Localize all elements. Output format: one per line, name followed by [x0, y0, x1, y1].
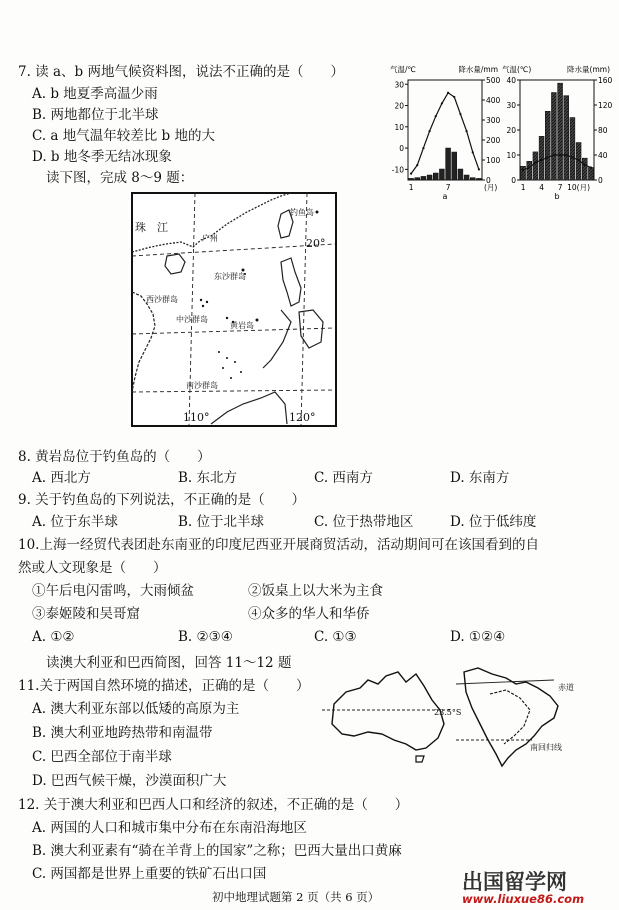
q10-item-3: ③泰姬陵和吴哥窟: [32, 606, 140, 622]
q10-option-a: A. ①②: [32, 629, 75, 645]
q8-option-b: B. 东北方: [178, 470, 238, 486]
page-footer: 初中地理试题第 2 页（共 6 页）: [212, 890, 380, 904]
chart-a-precip-tick-label: 500: [486, 76, 501, 85]
q7-option-a: A. b 地夏季高温少雨: [32, 86, 158, 102]
q10-option-c: C. ①③: [314, 629, 357, 645]
chart-b-temp-tick-label: 40: [506, 76, 516, 85]
chart-a-precip-bar-m7: [446, 148, 451, 180]
q10-item-2: ②饭桌上以大米为主食: [248, 583, 383, 599]
chart-a-temp-point-m1: [410, 173, 412, 175]
chart-b-temp-point-m9: [571, 156, 573, 158]
map-label-guangzhou: 广州: [202, 234, 218, 243]
chart-a-temp-point-m3: [422, 147, 424, 149]
q11-stem: 11.关于两国自然环境的描述，正确的是（ ）: [18, 678, 310, 694]
q8-9-instruction: 读下图，完成 8～9 题：: [46, 170, 194, 186]
chart-a-precip-tick-label: 300: [486, 116, 501, 125]
chart-b-temp-tick-label: 30: [506, 101, 516, 110]
chart-b-precip-tick-label: 160: [598, 76, 613, 85]
map-label-dongsha: 东沙群岛: [214, 272, 246, 281]
chart-b-month-tick-label: 10(月): [567, 183, 591, 192]
chart-b-precip-tick-label: 0: [598, 176, 603, 185]
chart-b-temp-tick-label: 20: [506, 126, 516, 135]
q7-option-b: B. 两地都位于北半球: [32, 107, 159, 123]
q10-item-4: ④众多的华人和华侨: [248, 606, 370, 622]
chart-b-precip-tick-label: 120: [598, 101, 613, 110]
chart-a-precip-axis-title: 降水量/mm: [458, 65, 498, 74]
chart-a-temp-tick-label: -10: [391, 165, 404, 175]
chart-a-precip-tick-label: 200: [486, 136, 501, 145]
chart-a-temp-point-m6: [441, 102, 443, 104]
chart-b-precip-bar-m12: [588, 168, 593, 181]
chart-a-precip-bar-m3: [421, 176, 426, 180]
chart-b-precip-axis-title: 降水量(mm): [567, 65, 610, 74]
chart-a-temp-point-m2: [416, 164, 418, 166]
q11-option-b: B. 澳大利亚地跨热带和南温带: [32, 725, 213, 741]
q9-option-b: B. 位于北半球: [178, 514, 265, 530]
q7-option-d: D. b 地冬季无结冰现象: [32, 149, 172, 165]
chart-b-month-tick-label: 7: [557, 183, 563, 192]
chart-a-precip-bar-m6: [439, 169, 444, 180]
chart-b-precip-bar-m6: [551, 93, 556, 181]
climate-chart-b: [500, 62, 613, 202]
chart-b-precip-tick-label: 80: [598, 126, 608, 135]
chart-b-temp-point-m1: [522, 169, 524, 171]
q12-option-b: B. 澳大利亚素有“骑在羊背上的国家”之称；巴西大量出口黄麻: [32, 843, 402, 859]
chart-b-precip-tick-label: 40: [598, 151, 608, 160]
chart-a-precip-tick-label: 400: [486, 96, 501, 105]
q8-option-c: C. 西南方: [314, 470, 373, 486]
chart-b-temp-tick-label: 0: [511, 176, 516, 185]
map-label-diaoyu: 钓鱼岛: [290, 208, 314, 217]
chart-a-month-tick-label: 7: [445, 183, 451, 192]
chart-a-temp-point-m9: [459, 113, 461, 115]
chart-b-temp-point-m4: [540, 159, 542, 161]
chart-a-temp-tick-label: 10: [394, 122, 404, 132]
q8-option-d: D. 东南方: [450, 470, 510, 486]
chart-a-precip-bar-m5: [433, 173, 438, 180]
chart-b-precip-bar-m2: [527, 161, 532, 180]
chart-a-temp-tick-label: 0: [399, 144, 404, 154]
chart-a-precip-bar-m11: [470, 178, 475, 180]
map-label-tropic-capricorn: 南回归线: [530, 743, 562, 752]
map-label-pearl-river: 珠 江: [135, 221, 168, 234]
watermark-url: www.liuxue86.com: [462, 892, 585, 906]
chart-a-temp-tick-label: 30: [394, 80, 404, 90]
chart-a-precip-bar-m2: [415, 178, 420, 180]
q7-stem: 7. 读 a、b 两地气候资料图，说法不正确的是（ ）: [18, 64, 344, 80]
chart-b-temp-point-m2: [528, 166, 530, 168]
chart-a-temp-tick-label: 20: [394, 101, 404, 111]
map-label-equator: 赤道: [558, 683, 574, 692]
map-label-xisha: 西沙群岛: [146, 295, 178, 304]
chart-a-precip-bar-m8: [452, 152, 457, 180]
chart-b-temp-tick-label: 10: [506, 151, 516, 160]
q7-option-c: C. a 地气温年较差比 b 地的大: [32, 128, 215, 144]
chart-a-temp-point-m7: [447, 92, 449, 94]
watermark-site-name: 出国留学网: [462, 870, 567, 894]
chart-a-month-tick-label: 1: [408, 183, 414, 192]
chart-b-precip-bar-m8: [564, 96, 569, 180]
q9-option-c: C. 位于热带地区: [314, 514, 414, 530]
q11-option-d: D. 巴西气候干燥，沙漠面积广大: [32, 773, 227, 789]
chart-b-temp-axis-title: 气温(℃): [502, 65, 532, 74]
chart-b-temp-point-m10: [577, 159, 579, 161]
q11-12-instruction: 读澳大利亚和巴西简图，回答 11～12 题: [46, 655, 292, 671]
chart-a-precip-bar-m4: [427, 175, 432, 180]
chart-a-month-unit: (月): [484, 183, 498, 192]
q8-option-a: A. 西北方: [32, 470, 91, 486]
chart-b-temp-point-m3: [534, 161, 536, 163]
chart-b-caption: b: [554, 192, 560, 201]
map-label-lon120: 120°: [289, 411, 316, 424]
chart-b-precip-bar-m7: [558, 83, 563, 180]
chart-b-temp-point-m12: [590, 166, 592, 168]
map-label-23-5s: 23.5°S: [434, 708, 462, 717]
q10-option-b: B. ②③④: [178, 629, 233, 645]
chart-b-precip-bar-m3: [533, 152, 538, 180]
chart-a-precip-bar-m10: [464, 175, 469, 180]
chart-b-temp-point-m8: [565, 154, 567, 156]
climate-chart-a: [388, 62, 501, 202]
q11-option-a: A. 澳大利亚东部以低矮的高原为主: [32, 701, 240, 717]
q11-option-c: C. 巴西全部位于南半球: [32, 749, 172, 765]
chart-a-precip-bar-m12: [476, 178, 481, 180]
chart-b-precip-bar-m5: [545, 111, 550, 180]
q10-item-1: ①午后电闪雷鸣，大雨倾盆: [32, 583, 194, 599]
q10-option-d: D. ①②④: [450, 629, 506, 645]
chart-a-precip-tick-label: 0: [486, 176, 491, 185]
q12-stem: 12. 关于澳大利亚和巴西人口和经济的叙述，不正确的是（ ）: [18, 797, 409, 813]
map-label-lon110: 110°: [183, 411, 210, 424]
chart-a-temp-point-m10: [465, 130, 467, 132]
chart-a-precip-tick-label: 100: [486, 156, 501, 165]
chart-a-temp-point-m12: [478, 168, 480, 170]
chart-b-temp-point-m11: [584, 164, 586, 166]
chart-a-temp-point-m4: [428, 130, 430, 132]
map-label-zhongsha: 中沙群岛: [176, 315, 208, 324]
chart-b-month-tick-label: 1: [520, 183, 526, 192]
chart-b-temp-point-m5: [547, 156, 549, 158]
q12-option-a: A. 两国的人口和城市集中分布在东南沿海地区: [32, 820, 307, 836]
map-label-huangyan: 黄岩岛: [230, 321, 254, 330]
q10-stem-line2: 然或人文现象是（ ）: [18, 560, 167, 576]
chart-b-temp-point-m7: [559, 154, 561, 156]
chart-b-temp-point-m6: [553, 154, 555, 156]
chart-b-precip-bar-m9: [570, 118, 575, 181]
chart-a-precip-bar-m1: [409, 178, 414, 180]
map-label-nansha: 南沙群岛: [186, 381, 218, 390]
chart-a-temp-point-m8: [453, 96, 455, 98]
chart-a-temp-point-m5: [435, 115, 437, 117]
chart-a-temp-line: [411, 93, 479, 174]
chart-a-temp-axis-title: 气温/℃: [390, 65, 416, 74]
q10-stem-line1: 10.上海一经贸代表团赴东南亚的印度尼西亚开展商贸活动，活动期间可在该国看到的自: [18, 537, 539, 553]
chart-a-temp-point-m11: [472, 151, 474, 153]
chart-b-precip-bar-m1: [521, 166, 526, 180]
q12-option-c: C. 两国都是世界上重要的铁矿石出口国: [32, 866, 267, 882]
chart-a-precip-bar-m9: [458, 169, 463, 180]
map-label-lat20: 20°: [306, 237, 326, 250]
chart-a-plot-frame: [408, 80, 482, 180]
q8-stem: 8. 黄岩岛位于钓鱼岛的（ ）: [18, 449, 211, 465]
chart-b-month-tick-label: 4: [539, 183, 544, 192]
chart-b-precip-bar-m11: [582, 158, 587, 180]
q9-option-a: A. 位于东半球: [32, 514, 118, 530]
q9-stem: 9. 关于钓鱼岛的下列说法，不正确的是（ ）: [18, 492, 306, 508]
chart-b-precip-bar-m4: [539, 136, 544, 180]
chart-a-caption: a: [442, 192, 448, 201]
q9-option-d: D. 位于低纬度: [450, 514, 537, 530]
